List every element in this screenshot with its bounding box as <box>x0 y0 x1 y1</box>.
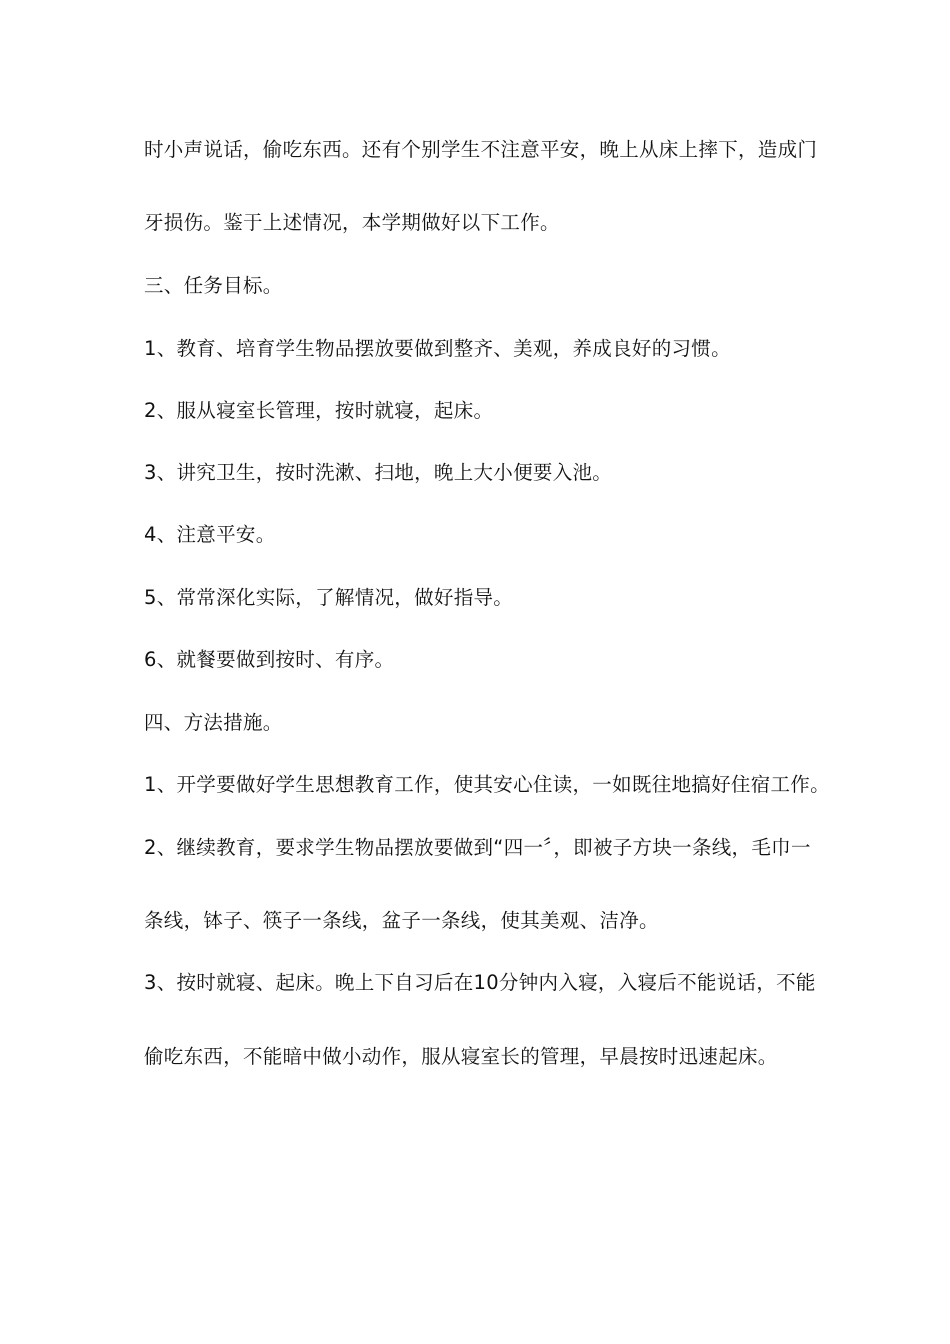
list-item: 3、讲究卫生，按时洗漱、扫地，晚上大小便要入池。 <box>144 461 613 484</box>
list-item: 6、就餐要做到按时、有序。 <box>144 648 395 671</box>
paragraph-line: 牙损伤。鉴于上述情况，本学期做好以下工作。 <box>144 211 560 234</box>
list-item: 3、按时就寝、起床。晚上下自习后在10分钟内入寝，入寝后不能说话，不能 <box>144 971 816 994</box>
paragraph-line: 时小声说话，偷吃东西。还有个别学生不注意平安，晚上从床上摔下，造成门 <box>144 138 818 161</box>
section-heading: 四、方法措施。 <box>144 711 283 734</box>
list-item: 5、常常深化实际，了解情况，做好指导。 <box>144 586 514 609</box>
section-heading: 三、任务目标。 <box>144 274 283 297</box>
list-item: 1、开学要做好学生思想教育工作，使其安心住读，一如既往地搞好住宿工作。 <box>144 773 830 796</box>
list-item: 1、教育、培育学生物品摆放要做到整齐、美观，养成良好的习惯。 <box>144 337 731 360</box>
list-item-continuation: 条线，钵子、筷子一条线，盆子一条线，使其美观、洁净。 <box>144 909 659 932</box>
list-item: 2、继续教育，要求学生物品摆放要做到“四一〞，即被子方块一条线，毛巾一 <box>144 836 811 859</box>
list-item: 4、注意平安。 <box>144 523 276 546</box>
list-item: 2、服从寝室长管理，按时就寝，起床。 <box>144 399 494 422</box>
list-item-continuation: 偷吃东西，不能暗中做小动作，服从寝室长的管理，早晨按时迅速起床。 <box>144 1045 778 1068</box>
